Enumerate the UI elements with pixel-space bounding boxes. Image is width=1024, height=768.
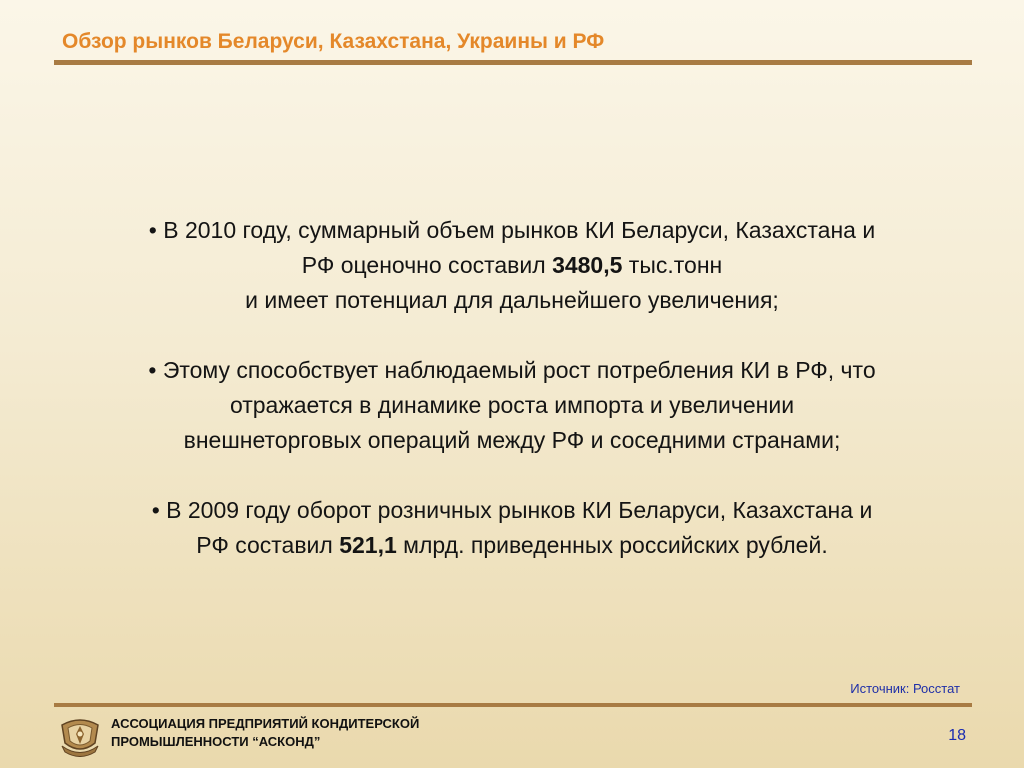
retail-turnover-value: 521,1 (339, 532, 397, 558)
paragraph-market-volume (40, 213, 984, 318)
slide-content (40, 213, 984, 563)
paragraph-line: • В 2010 году, суммарный объем рынков КИ Беларуси, Казахстана и (148, 217, 876, 243)
paragraph-line (40, 528, 984, 563)
paragraph-line: и имеет потенциал для дальнейшего увеличения; (245, 287, 779, 313)
text-fragment: РФ составил (196, 532, 340, 558)
page-number: 18 (948, 727, 966, 744)
paragraph-line: внешнеторговых операций между РФ и соседними странами; (183, 427, 841, 453)
slide-title: Обзор рынков Беларуси, Казахстана, Украины и РФ (62, 30, 605, 53)
title-divider (54, 60, 972, 65)
association-emblem-icon (58, 713, 102, 757)
text-fragment: млрд. приведенных российских рублей. (396, 532, 828, 558)
organization-name-line: ПРОМЫШЛЕННОСТИ “АСКОНД” (111, 734, 321, 749)
paragraph-consumption-growth (40, 353, 984, 458)
paragraph-retail-turnover (40, 493, 984, 563)
market-volume-value: 3480,5 (552, 252, 623, 278)
paragraph-line (40, 248, 984, 283)
source-note: Источник: Росстат (850, 681, 960, 696)
organization-name (111, 715, 419, 751)
paragraph-line: • Этому способствует наблюдаемый рост потребления КИ в РФ, что (148, 357, 876, 383)
footer-divider (54, 703, 972, 707)
paragraph-line: • В 2009 году оборот розничных рынков КИ Беларуси, Казахстана и (151, 497, 873, 523)
text-fragment: РФ оценочно составил (301, 252, 553, 278)
text-fragment: тыс.тонн (622, 252, 723, 278)
paragraph-line: отражается в динамике роста импорта и увеличении (229, 392, 795, 418)
organization-name-line: АССОЦИАЦИЯ ПРЕДПРИЯТИЙ КОНДИТЕРСКОЙ (111, 716, 420, 731)
